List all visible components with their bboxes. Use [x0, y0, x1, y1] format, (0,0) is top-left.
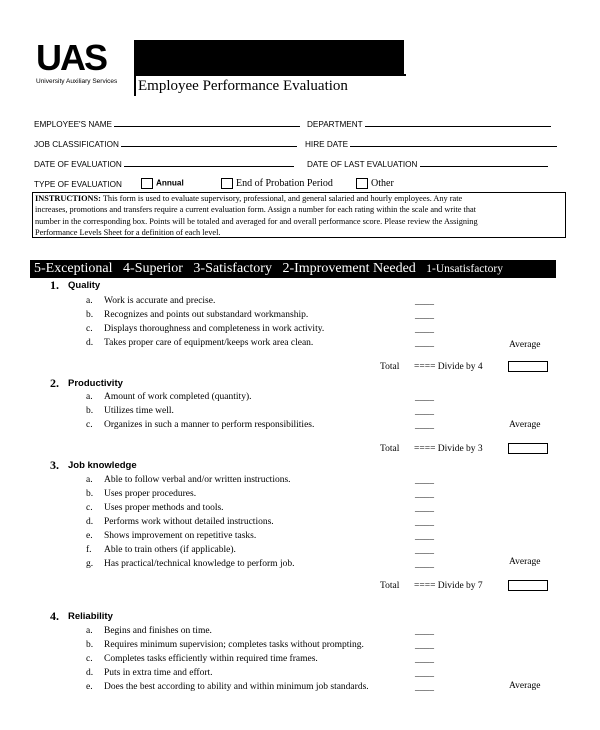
- item-text: Shows improvement on repetitive tasks.: [104, 531, 257, 541]
- employee-name-label: EMPLOYEE'S NAME: [34, 120, 113, 129]
- item-text: Puts in extra time and effort.: [104, 668, 213, 678]
- item-text: Uses proper methods and tools.: [104, 503, 224, 513]
- item-text: Begins and finishes on time.: [104, 626, 212, 636]
- score-blank[interactable]: ____: [415, 546, 434, 556]
- type-of-evaluation-label: TYPE OF EVALUATION: [34, 180, 122, 189]
- item-text: Utilizes time well.: [104, 406, 174, 416]
- other-option[interactable]: [356, 178, 394, 189]
- date-of-last-evaluation-label: DATE OF LAST EVALUATION: [307, 160, 418, 169]
- instructions-line-1: This form is used to evaluate supervisory, professional, and general salaried and hourly employees. Any rate: [100, 194, 463, 203]
- item-letter: e.: [86, 531, 93, 541]
- annual-label: Annual: [156, 178, 184, 188]
- section-title: Quality: [68, 280, 101, 291]
- date-of-last-evaluation-line: [420, 158, 548, 167]
- item-text: Work is accurate and precise.: [104, 296, 216, 306]
- item-letter: c.: [86, 503, 93, 513]
- average-label: Average: [509, 420, 541, 430]
- item-letter: d.: [86, 517, 94, 527]
- section-number: 2.: [50, 376, 59, 390]
- divide-label: ==== Divide by 3: [414, 444, 483, 454]
- item-text: Completes tasks efficiently within required time frames.: [104, 654, 318, 664]
- section-number: 4.: [50, 609, 59, 623]
- item-letter: b.: [86, 489, 94, 499]
- item-text: Has practical/technical knowledge to perform job.: [104, 559, 295, 569]
- scale-1: 1-Unsatisfactory: [426, 263, 503, 275]
- score-blank[interactable]: ____: [415, 518, 434, 528]
- job-classification-field[interactable]: [34, 138, 297, 149]
- score-blank[interactable]: ____: [415, 627, 434, 637]
- item-text: Requires minimum supervision; completes tasks without prompting.: [104, 640, 364, 650]
- item-text: Uses proper procedures.: [104, 489, 197, 499]
- average-score-box[interactable]: [508, 361, 548, 372]
- score-blank[interactable]: ____: [415, 532, 434, 542]
- section-title: Job knowledge: [68, 460, 137, 471]
- total-label: Total: [380, 444, 400, 454]
- end-of-probation-label: End of Probation Period: [236, 178, 333, 189]
- type-of-evaluation-row: [34, 180, 122, 189]
- title-black-block: [134, 40, 404, 74]
- instructions-line-2: increases, promotions and transfers require a current evaluation form. Assign a number for each rating within the scale and write that: [35, 205, 476, 215]
- item-text: Recognizes and points out substandard workmanship.: [104, 310, 309, 320]
- date-of-evaluation-label: DATE OF EVALUATION: [34, 160, 122, 169]
- item-letter: b.: [86, 406, 94, 416]
- end-of-probation-option[interactable]: [221, 178, 333, 189]
- item-text: Takes proper care of equipment/keeps work area clean.: [104, 338, 314, 348]
- item-letter: c.: [86, 654, 93, 664]
- hire-date-field[interactable]: [305, 138, 557, 149]
- score-blank[interactable]: ____: [415, 655, 434, 665]
- score-blank[interactable]: ____: [415, 393, 434, 403]
- logo-mark: UAS: [36, 37, 107, 78]
- item-letter: e.: [86, 682, 93, 692]
- item-letter: c.: [86, 420, 93, 430]
- hire-date-line: [350, 138, 557, 147]
- item-letter: g.: [86, 559, 94, 569]
- score-blank[interactable]: ____: [415, 641, 434, 651]
- average-label: Average: [509, 681, 541, 691]
- item-letter: d.: [86, 338, 94, 348]
- job-classification-line: [121, 138, 297, 147]
- score-blank[interactable]: ____: [415, 311, 434, 321]
- score-blank[interactable]: ____: [415, 407, 434, 417]
- item-letter: a.: [86, 626, 93, 636]
- item-text: Able to follow verbal and/or written instructions.: [104, 475, 291, 485]
- date-of-last-evaluation-field[interactable]: [307, 158, 548, 169]
- item-letter: a.: [86, 392, 93, 402]
- score-blank[interactable]: ____: [415, 490, 434, 500]
- item-letter: d.: [86, 668, 94, 678]
- item-text: Performs work without detailed instructions.: [104, 517, 274, 527]
- score-blank[interactable]: ____: [415, 325, 434, 335]
- rating-scale-bar: [30, 260, 556, 278]
- instructions-line-3: number in the corresponding box. Points will be totaled and averaged for and overall performance score. Please review the Assigning: [35, 216, 478, 226]
- item-letter: a.: [86, 296, 93, 306]
- average-score-box[interactable]: [508, 580, 548, 591]
- item-text: Displays thoroughness and completeness in work activity.: [104, 324, 325, 334]
- instructions-line-4: Performance Levels Sheet for a definition of each level.: [35, 228, 221, 238]
- employee-name-line: [114, 118, 300, 127]
- annual-option[interactable]: [141, 178, 184, 189]
- logo-subtext: University Auxiliary Services: [36, 78, 118, 85]
- total-label: Total: [380, 581, 400, 591]
- score-blank[interactable]: ____: [415, 476, 434, 486]
- other-label: Other: [371, 178, 394, 189]
- divide-label: ==== Divide by 7: [414, 581, 483, 591]
- employee-name-field[interactable]: [34, 118, 300, 129]
- section-title: Productivity: [68, 378, 123, 389]
- item-letter: b.: [86, 310, 94, 320]
- date-of-evaluation-line: [124, 158, 294, 167]
- average-score-box[interactable]: [508, 443, 548, 454]
- item-letter: b.: [86, 640, 94, 650]
- item-letter: f.: [86, 545, 92, 555]
- section-number: 3.: [50, 458, 59, 472]
- other-checkbox[interactable]: [356, 178, 368, 189]
- date-of-evaluation-field[interactable]: [34, 158, 294, 169]
- item-letter: a.: [86, 475, 93, 485]
- section-title: Reliability: [68, 611, 113, 622]
- item-text: Organizes in such a manner to perform responsibilities.: [104, 420, 315, 430]
- department-field[interactable]: [307, 118, 551, 129]
- instructions-label: INSTRUCTIONS:: [35, 194, 101, 203]
- scale-2: 2-Improvement Needed: [282, 261, 416, 276]
- score-blank[interactable]: ____: [415, 297, 434, 307]
- hire-date-label: HIRE DATE: [305, 140, 349, 149]
- scale-4: 4-Superior: [123, 261, 183, 276]
- score-blank[interactable]: ____: [415, 683, 434, 693]
- score-blank[interactable]: ____: [415, 669, 434, 679]
- average-label: Average: [509, 340, 541, 350]
- score-blank[interactable]: ____: [415, 560, 434, 570]
- end-of-probation-checkbox[interactable]: [221, 178, 233, 189]
- item-text: Does the best according to ability and within minimum job standards.: [104, 682, 369, 692]
- average-label: Average: [509, 557, 541, 567]
- job-classification-label: JOB CLASSIFICATION: [34, 140, 119, 149]
- uas-logo: [36, 37, 128, 92]
- divide-label: ==== Divide by 4: [414, 362, 483, 372]
- page-title: Employee Performance Evaluation: [136, 76, 408, 96]
- annual-checkbox[interactable]: [141, 178, 153, 189]
- department-label: DEPARTMENT: [307, 120, 363, 129]
- section-number: 1.: [50, 278, 59, 292]
- score-blank[interactable]: ____: [415, 421, 434, 431]
- score-blank[interactable]: ____: [415, 504, 434, 514]
- scale-3: 3-Satisfactory: [193, 261, 272, 276]
- total-label: Total: [380, 362, 400, 372]
- item-text: Amount of work completed (quantity).: [104, 392, 252, 402]
- score-blank[interactable]: ____: [415, 339, 434, 349]
- scale-5: 5-Exceptional: [34, 261, 113, 276]
- item-letter: c.: [86, 324, 93, 334]
- item-text: Able to train others (if applicable).: [104, 545, 236, 555]
- department-line: [365, 118, 551, 127]
- instructions-box: [32, 192, 566, 238]
